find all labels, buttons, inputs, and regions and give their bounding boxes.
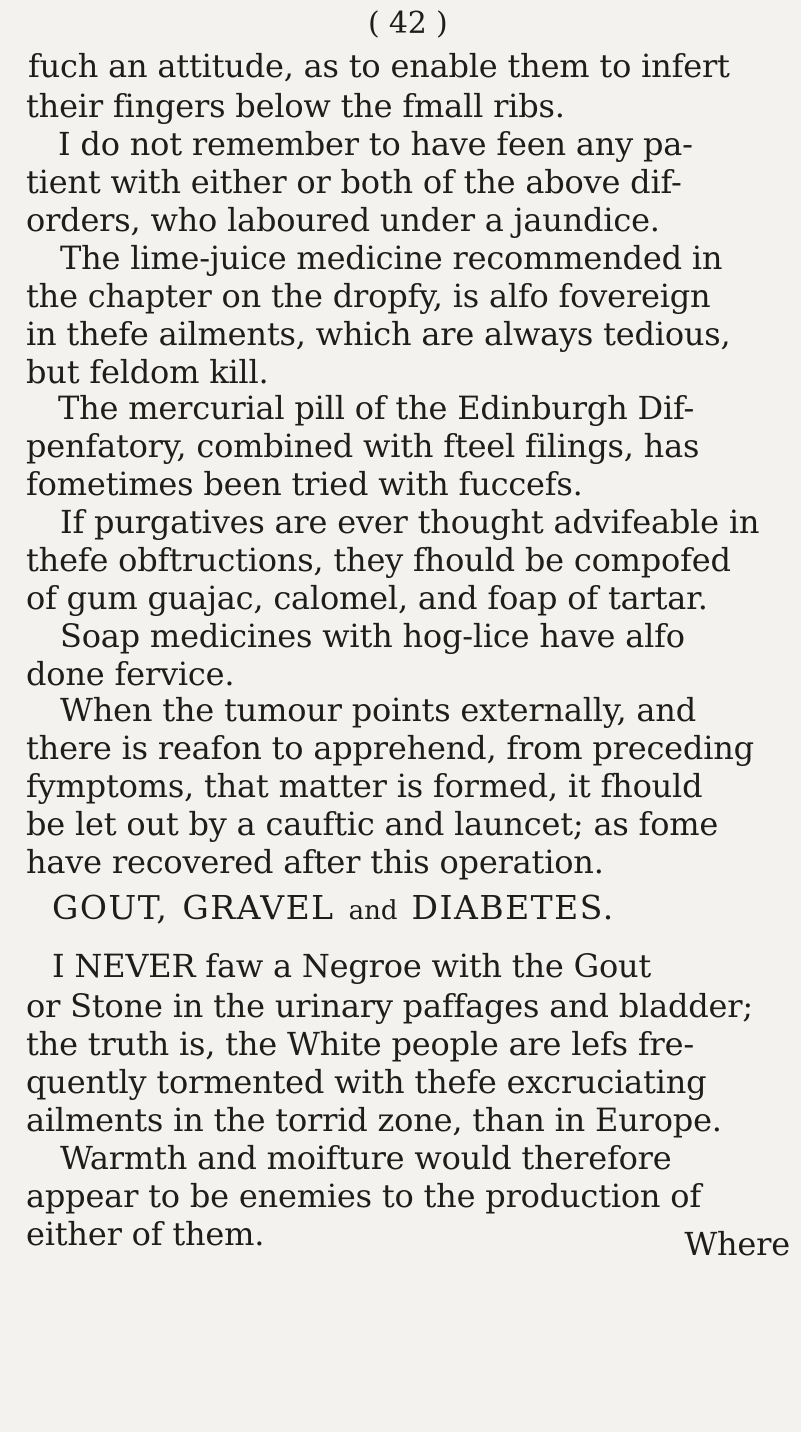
text-line: When the tumour points externally, and [60,691,696,729]
text-line: The lime-juice medicine recommended in [60,239,723,277]
text-line: I NEVER faw a Negroe with the Gout [52,947,652,985]
text-line: done fervice. [26,655,235,693]
text-line: thefe obftructions, they fhould be compofed [26,541,731,579]
text-line: but feldom kill. [26,353,269,391]
text-line: penfatory, combined with fteel filings, has [26,427,700,465]
text-line: of gum guajac, calomel, and foap of tartar. [26,579,708,617]
text-line: If purgatives are ever thought advifeable in [60,503,760,541]
section-heading [52,888,615,931]
text-line: quently tormented with thefe excruciating [26,1063,707,1101]
heading-part1: GOUT, GRAVEL [52,888,335,927]
text-line: fuch an attitude, as to enable them to infert [28,47,730,85]
text-line: I do not remember to have feen any pa- [58,125,693,163]
heading-and: and [348,896,398,926]
text-line: there is reafon to apprehend, from preceding [26,729,754,767]
text-line: have recovered after this operation. [26,843,604,881]
text-line: orders, who laboured under a jaundice. [26,201,660,239]
text-line: or Stone in the urinary paffages and bladder; [26,987,753,1025]
catchword: Where [684,1225,790,1263]
text-line: fymptoms, that matter is formed, it fhould [26,767,703,805]
text-line: the truth is, the White people are lefs fre- [26,1025,694,1063]
heading-part2: DIABETES. [411,888,615,927]
text-line: Warmth and moifture would therefore [60,1139,672,1177]
text-line: their fingers below the fmall ribs. [26,87,565,125]
text-line: the chapter on the dropfy, is alfo fovereign [26,277,711,315]
text-line: appear to be enemies to the production of [26,1177,702,1215]
page-number: ( 42 ) [368,6,448,41]
text-line: in thefe ailments, which are always tedious, [26,315,731,353]
text-line: tient with either or both of the above dif- [26,163,682,201]
text-line: either of them. [26,1215,265,1253]
text-line: The mercurial pill of the Edinburgh Dif- [58,389,695,427]
text-line: ailments in the torrid zone, than in Europe. [26,1101,722,1139]
text-line: Soap medicines with hog-lice have alfo [60,617,685,655]
text-line: fometimes been tried with fuccefs. [26,465,583,503]
text-line: be let out by a cauftic and launcet; as fome [26,805,719,843]
